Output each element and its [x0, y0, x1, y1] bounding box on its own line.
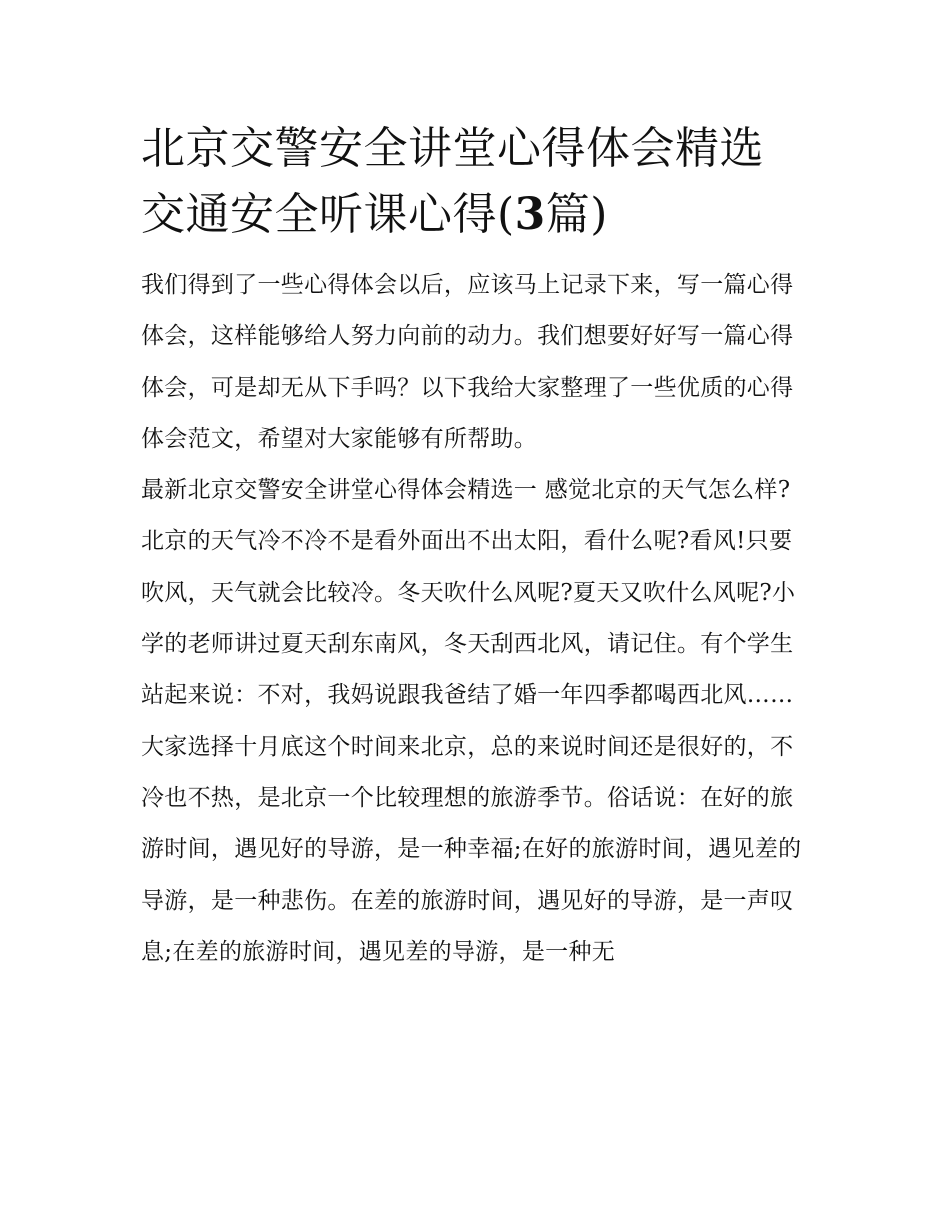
- document-body: [141, 260, 813, 978]
- title-count: 3: [514, 189, 546, 240]
- paragraph-travel-season: 大家选择十月底这个时间来北京，总的来说时间还是很好的，不冷也不热，是北京一个比较理想的旅游季节。俗话说：在好的旅游时间，遇见好的导游，是一种幸福;在好的旅游时间，遇见差的导游，是一种悲伤。在差的旅游时间，遇见好的导游，是一声叹息;在差的旅游时间，遇见差的导游，是一种无: [141, 733, 802, 965]
- paragraph-weather: 北京的天气冷不冷不是看外面出不出太阳，看什么呢?看风!只要吹风，天气就会比较冷。冬天吹什么风呢?夏天又吹什么风呢?小学的老师讲过夏天刮东南风，冬天刮西北风，请记住。有个学生站起来说：不对，我妈说跟我爸结了婚一年四季都喝西北风……: [141, 528, 796, 709]
- document-page: [141, 116, 813, 978]
- paragraph-intro: 我们得到了一些心得体会以后，应该马上记录下来，写一篇心得体会，这样能够给人努力向前的动力。我们想要好好写一篇心得体会，可是却无从下手吗？以下我给大家整理了一些优质的心得体会范文，希望对大家能够有所帮助。: [141, 272, 794, 452]
- paragraph-section-heading: 最新北京交警安全讲堂心得体会精选一 感觉北京的天气怎么样?: [141, 477, 791, 504]
- document-title: 北京交警安全讲堂心得体会精选 交通安全听课心得(3篇): [141, 123, 764, 240]
